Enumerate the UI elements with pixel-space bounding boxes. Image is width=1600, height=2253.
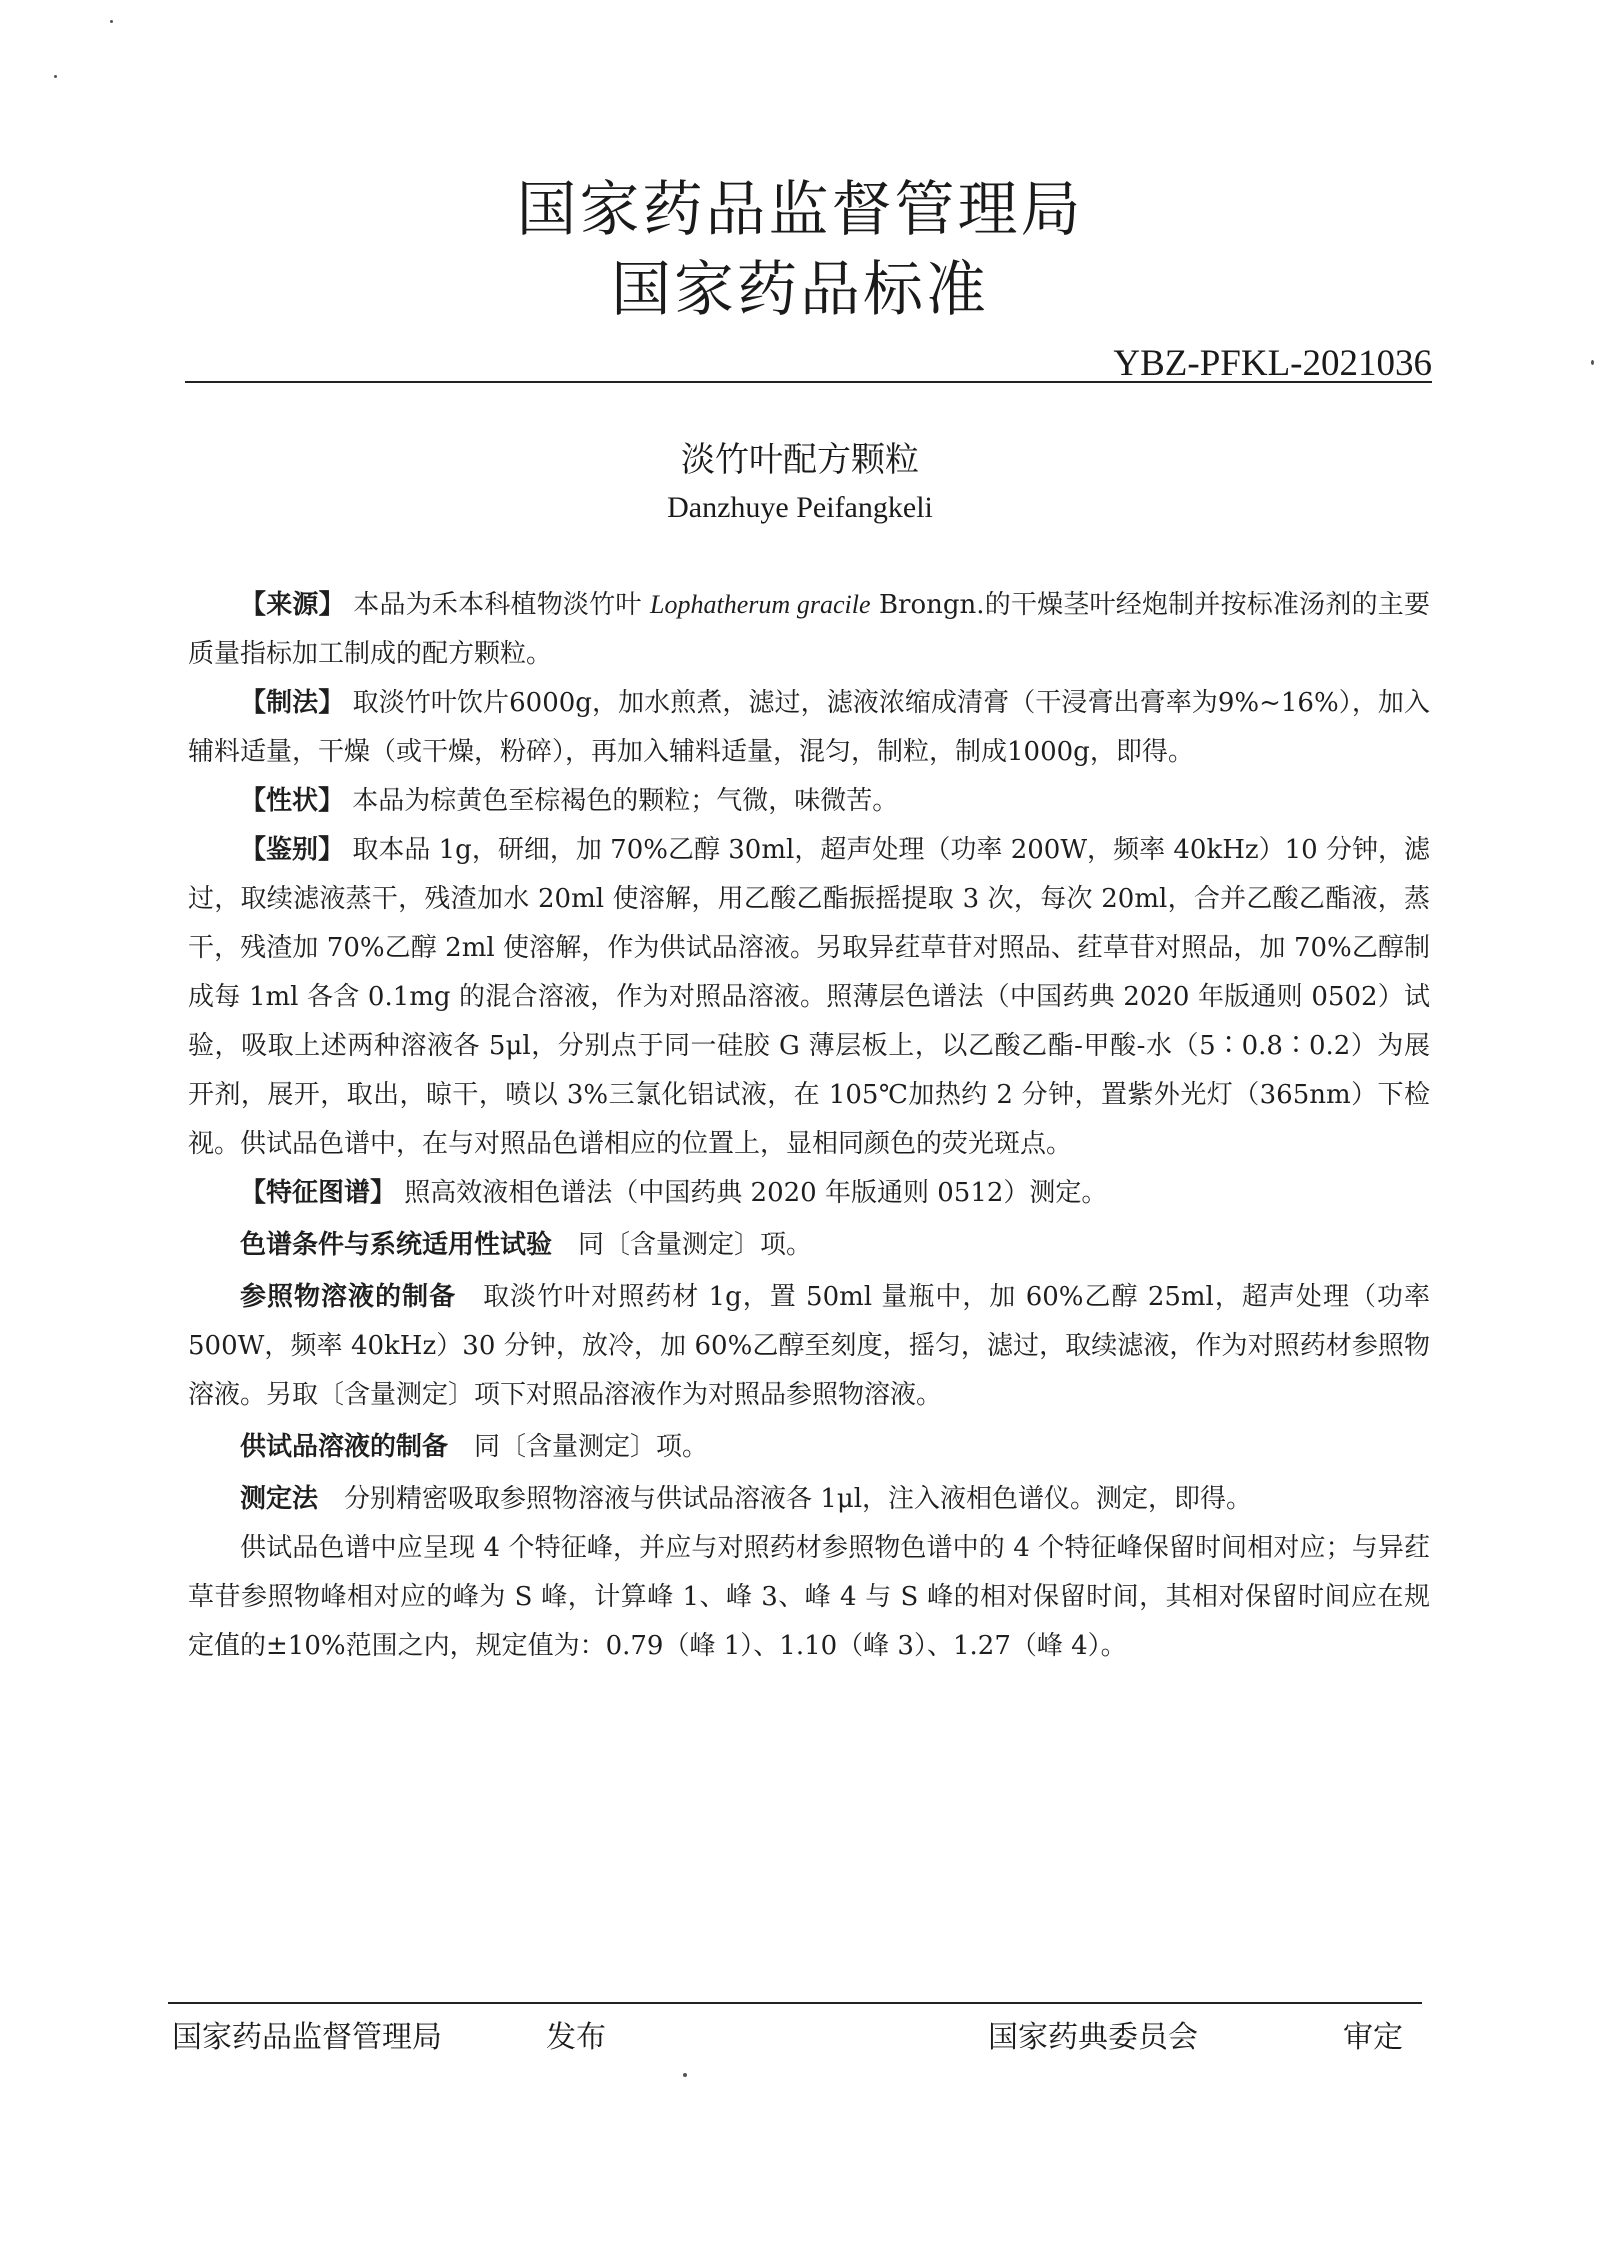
subsection-text: 分别精密吸取参照物溶液与供试品溶液各 1μl，注入液相色谱仪。测定，即得。 [344,1484,1253,1514]
fingerprint-result: 供试品色谱中应呈现 4 个特征峰，并应与对照药材参照物色谱中的 4 个特征峰保留时间相对应；与异荭草苷参照物峰相对应的峰为 S 峰，计算峰 1、峰 3、峰 4 与 S 峰的相对保留时间，其相对保留时间应在规定值的±10%范围之内，规定值为：0.79（峰 1）、1.10（峰 3）、1.27（峰 4）。 [188,1533,1430,1661]
subsection-text: 同〔含量测定〕项。 [578,1230,813,1260]
product-name-cn: 淡竹叶配方颗粒 [681,440,919,480]
footer-publish-label: 发布 [546,2020,606,2055]
scan-speck [54,75,57,78]
section-text: 取淡竹叶饮片6000g，加水煎煮，滤过，滤液浓缩成清膏（干浸膏出膏率为9%~16%），加入辅料适量，干燥（或干燥，粉碎），再加入辅料适量，混匀，制粒，制成1000g，即得。 [188,688,1430,767]
fingerprint-conditions [188,1221,1430,1270]
section-label: 【鉴别】 [240,835,345,865]
standard-type: 国家药品标准 [611,255,989,325]
section-label: 【性状】 [240,786,345,816]
footer-publisher: 国家药品监督管理局 [172,2020,442,2055]
subsection-label: 供试品溶液的制备 [240,1432,449,1462]
section-text: 本品为棕黄色至棕褐色的颗粒；气微，味微苦。 [352,786,899,816]
section-preparation [188,679,1430,777]
subsection-label: 参照物溶液的制备 [240,1282,457,1312]
section-fingerprint [188,1169,1430,1218]
subsection-label: 色谱条件与系统适用性试验 [240,1230,553,1260]
section-identification [188,826,1430,1169]
agency-name: 国家药品监督管理局 [516,175,1084,245]
scan-speck [110,20,113,23]
standard-code: YBZ-PFKL-2021036 [1113,343,1432,384]
scan-speck [1591,360,1594,365]
standard-body [188,580,1430,1671]
scan-speck [683,2073,687,2077]
section-text: 本品为禾本科植物淡竹叶 [353,590,642,620]
section-label: 【制法】 [240,688,345,718]
section-label: 【特征图谱】 [240,1178,397,1208]
section-text: 取本品 1g，研细，加 70%乙醇 30ml，超声处理（功率 200W，频率 40kHz）10 分钟，滤过，取续滤液蒸干，残渣加水 20ml 使溶解，用乙酸乙酯振摇提取 3 次，每次 20ml，合并乙酸乙酯液，蒸干，残渣加 70%乙醇 2ml 使溶解，作为供试品溶液。另取异荭草苷对照品、荭草苷对照品，加 70%乙醇制成每 1ml 各含 0.1mg 的混合溶液，作为对照品溶液。照薄层色谱法（中国药典 2020 年版通则 0502）试验，吸取上述两种溶液各 5μl，分别点于同一硅胶 G 薄层板上，以乙酸乙酯-甲酸-水（5∶0.8∶0.2）为展开剂，展开，取出，晾干，喷以 3%三氯化铝试液，在 105℃加热约 2 分钟，置紫外光灯（365nm）下检视。供试品色谱中，在与对照品色谱相应的位置上，显相同颜色的荧光斑点。 [188,835,1430,1159]
fingerprint-reference-prep [188,1273,1430,1420]
fingerprint-test-prep [188,1423,1430,1472]
subsection-text: 同〔含量测定〕项。 [474,1432,709,1462]
footer-reviewer: 国家药典委员会 [988,2020,1198,2055]
section-label: 【来源】 [240,590,345,620]
subsection-label: 测定法 [240,1484,319,1514]
section-source [188,580,1430,679]
subsection-text: 取淡竹叶对照药材 1g，置 50ml 量瓶中，加 60%乙醇 25ml，超声处理（功率 500W，频率 40kHz）30 分钟，放冷，加 60%乙醇至刻度，摇匀，滤过，取续滤液，作为对照药材参照物溶液。另取〔含量测定〕项下对照品溶液作为对照品参照物溶液。 [188,1282,1430,1410]
footer-divider [168,2002,1422,2004]
latin-name: Lophatherum gracile [650,590,871,619]
document-header [0,170,1600,330]
header-divider [185,381,1432,383]
product-name-pinyin: Danzhuye Peifangkeli [667,491,933,524]
section-text: Brongn.的干燥茎叶经炮制并按标准汤剂的主要质量指标加工制成的配方颗粒。 [188,590,1430,669]
fingerprint-method [188,1475,1430,1524]
footer-review-label: 审定 [1343,2020,1403,2055]
section-description [188,777,1430,826]
section-text: 照高效液相色谱法（中国药典 2020 年版通则 0512）测定。 [404,1178,1108,1208]
